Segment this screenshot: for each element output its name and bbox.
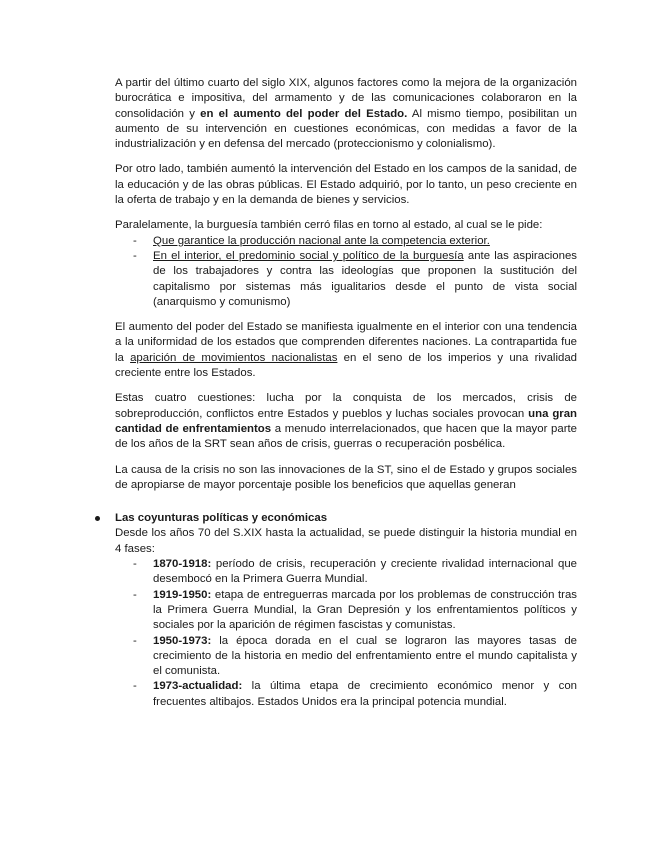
phase-item	[115, 634, 577, 680]
phase-label: 1919-1950:	[153, 588, 212, 601]
section-intro: Desde los años 70 del S.XIX hasta la actualidad, se puede distinguir la historia mundial en 4 fases:	[115, 527, 577, 555]
paragraph-crisis-cause: La causa de la crisis no son las innovaciones de la ST, sino el de Estado y grupos sociales de apropiarse de mayor porcentaje posible los beneficios que aquellas generan	[115, 463, 577, 491]
bullet-icon	[95, 516, 100, 521]
paragraph-conflicts	[115, 391, 577, 452]
text-run: Al mismo tiempo, posibilitan un aumento de su intervención en cuestiones económicas, con medidas a favor de la industrialización y en defensa del mercado (proteccionismo y colonialismo).	[115, 107, 577, 151]
phase-item	[115, 679, 577, 710]
phase-label: 1870-1918:	[153, 558, 212, 571]
text-run: a menudo interrelacionados, que hacen que la mayor parte de los años de la SRT sean años de crisis, guerras o recuperación posbélica.	[115, 422, 577, 451]
paragraph-nationalism	[115, 320, 577, 381]
text-run: A partir del último cuarto del siglo XIX, algunos factores como la mejora de la organización burocrática e impositiva, del armamento y de las comunicaciones colaboraron en la consolidación y	[115, 77, 577, 120]
phase-item	[115, 588, 577, 634]
phase-text: la época dorada en el cual se lograron las mayores tasas de crecimiento de la historia en medio del enfrentamiento entre el mundo capitalista y el comunista.	[153, 634, 577, 678]
section-heading: Las coyunturas políticas y económicas	[115, 512, 328, 525]
section-political-economic	[115, 511, 577, 710]
list-item	[115, 249, 577, 310]
text-column	[115, 76, 577, 720]
text-run: ante las aspiraciones de los trabajadores y contra las ideologías que proponen la sustitución del capitalismo por sistemas más igualitarios desde el punto de vista social (anarquismo y comunismo)	[153, 249, 577, 308]
phase-item	[115, 557, 577, 588]
phases-list	[115, 557, 577, 710]
paragraph-bourgeoisie-lead: Paralelamente, la burguesía también cerró filas en torno al estado, al cual se le pide:	[115, 219, 543, 232]
text-run: Estas cuatro cuestiones: lucha por la conquista de los mercados, crisis de sobreproducción, conflictos entre Estados y pueblos y luchas sociales provocan	[115, 392, 577, 420]
bold-run: en el aumento del poder del Estado.	[200, 107, 408, 120]
underlined-run: En el interior, el predominio social y político de la burguesía	[153, 249, 464, 262]
phase-label: 1973-actualidad:	[153, 680, 243, 693]
phase-text: la última etapa de crecimiento económico menor y con frecuentes altibajos. Estados Unidos era la principal potencia mundial.	[153, 680, 577, 708]
text-run: en el seno de los imperios y una rivalidad creciente entre los Estados.	[115, 351, 577, 380]
list-item	[115, 234, 577, 249]
phase-text: período de crisis, recuperación y creciente rivalidad internacional que desembocó en la Primera Guerra Mundial.	[153, 558, 577, 586]
phase-text: etapa de entreguerras marcada por los problemas de construcción tras la Primera Guerra Mundial, la Gran Depresión y los enfrentamientos políticos y sociales por la aparición de régimen fascistas y comunistas.	[153, 588, 577, 632]
phase-label: 1950-1973:	[153, 634, 212, 647]
paragraph-state-power	[115, 76, 577, 152]
text-run: El aumento del poder del Estado se manifiesta igualmente en el interior con una tendencia a la uniformidad de los estados que comprenden diferentes naciones. La contrapartida fue la	[115, 321, 577, 364]
bourgeoisie-demands-list	[115, 234, 577, 310]
underlined-run: Que garantice la producción nacional ante la competencia exterior.	[153, 234, 490, 247]
paragraph-state-services: Por otro lado, también aumentó la intervención del Estado en los campos de la sanidad, de la educación y de las obras públicas. El Estado adquirió, por lo tanto, un peso creciente en la oferta de trabajo y en la demanda de bienes y servicios.	[115, 163, 577, 207]
underlined-run: aparición de movimientos nacionalistas	[130, 351, 338, 364]
bold-run: una gran cantidad de enfrentamientos	[115, 407, 578, 435]
